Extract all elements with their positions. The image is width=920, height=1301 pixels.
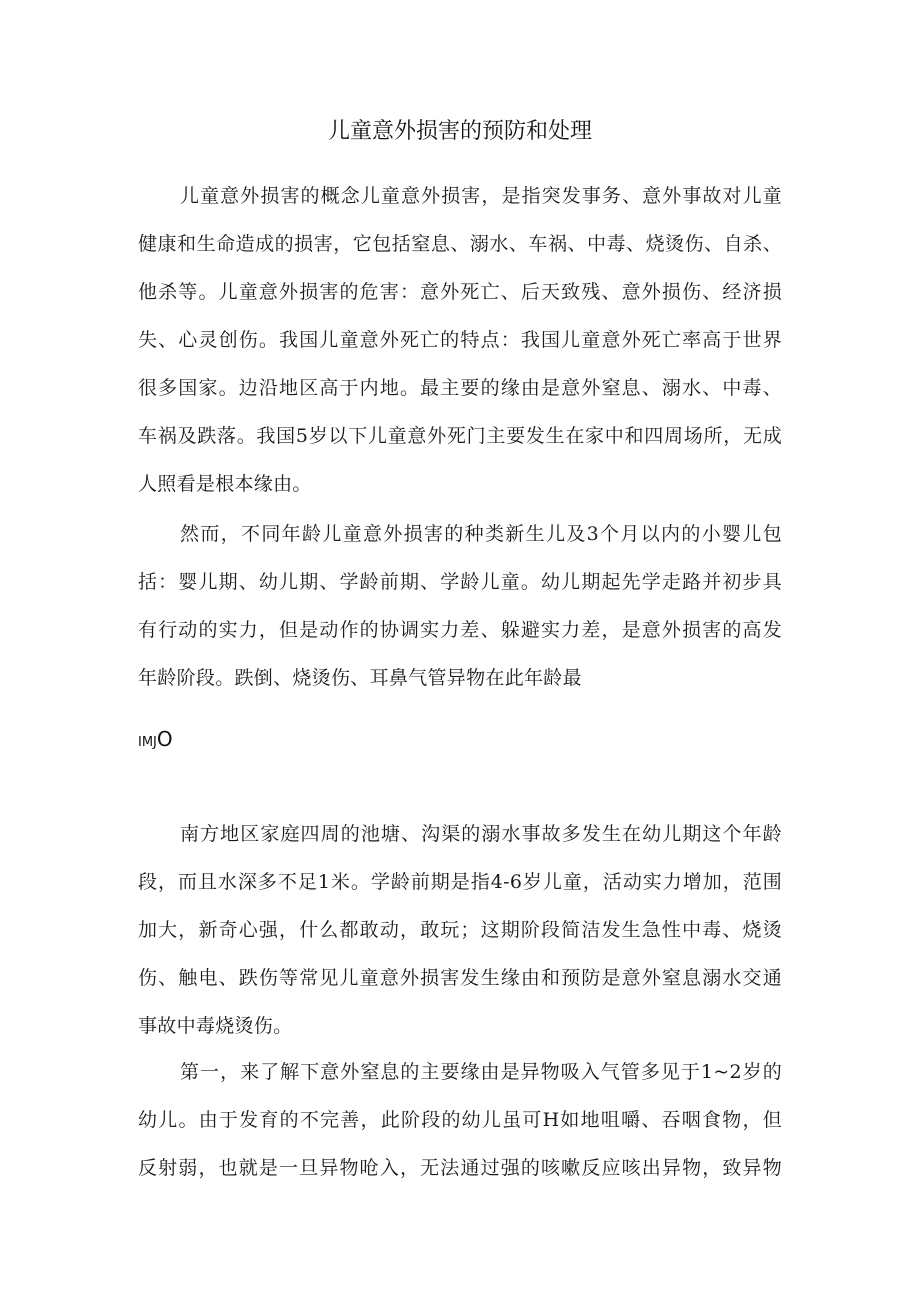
text-line: 括：婴儿期、幼儿期、学龄前期、学龄儿童。幼儿期起先学走路并初步具: [138, 571, 782, 593]
text-line: 反射弱，也就是一旦异物呛入，无法通过强的咳嗽反应咳出异物，致异物: [138, 1157, 782, 1179]
text-line: 段，而且水深多不足1米。学龄前期是指4-6岁儿童，活动实力增加，范围: [138, 871, 782, 893]
text-line: 有行动的实力，但是动作的协调实力差、躲避实力差，是意外损害的高发: [138, 619, 782, 641]
text-line: 然而，不同年龄儿童意外损害的种类新生儿及3个月以内的小婴儿包: [180, 523, 782, 545]
stray-fragment-big: O: [156, 727, 173, 751]
text-line: 南方地区家庭四周的池塘、沟渠的溺水事故多发生在幼儿期这个年龄: [180, 823, 782, 845]
text-line: 很多国家。边沿地区高于内地。最主要的缘由是意外窒息、溺水、中毒、: [138, 377, 782, 399]
text-line: 第一，来了解下意外窒息的主要缘由是异物吸入气管多见于1~2岁的: [180, 1061, 782, 1083]
paragraph-4: [138, 1048, 782, 1192]
text-line: 健康和生命造成的损害，它包括窒息、溺水、车祸、中毒、烧烫伤、自杀、: [138, 233, 782, 255]
text-line: 他杀等。儿童意外损害的危害：意外死亡、后天致残、意外损伤、经济损: [138, 281, 782, 303]
text-line: 年龄阶段。跌倒、烧烫伤、耳鼻气管异物在此年龄最: [138, 667, 582, 689]
paragraph-1: [138, 172, 782, 508]
stray-fragment-small: IMJ: [138, 735, 157, 750]
paragraph-3: [138, 810, 782, 1050]
document-title: 儿童意外损害的预防和处理: [327, 119, 592, 144]
stray-fragment: [138, 726, 173, 756]
text-line: 儿童意外损害的概念儿童意外损害，是指突发事务、意外事故对儿童: [180, 185, 782, 207]
text-line: 人照看是根本缘由。: [138, 473, 312, 495]
text-line: 加大，新奇心强，什么都敢动，敢玩；这期阶段简洁发生急性中毒、烧烫: [138, 919, 782, 941]
text-line: 失、心灵创伤。我国儿童意外死亡的特点：我国儿童意外死亡率高于世界: [138, 329, 782, 351]
text-line: 事故中毒烧烫伤。: [138, 1015, 293, 1037]
paragraph-2: [138, 510, 782, 702]
text-line: 车祸及跌落。我国5岁以下儿童意外死门主要发生在家中和四周场所，无成: [138, 425, 782, 447]
text-line: 伤、触电、跌伤等常见儿童意外损害发生缘由和预防是意外窒息溺水交通: [138, 967, 782, 989]
text-line: 幼儿。由于发育的不完善，此阶段的幼儿虽可H如地咀嚼、吞咽食物，但: [138, 1109, 782, 1131]
